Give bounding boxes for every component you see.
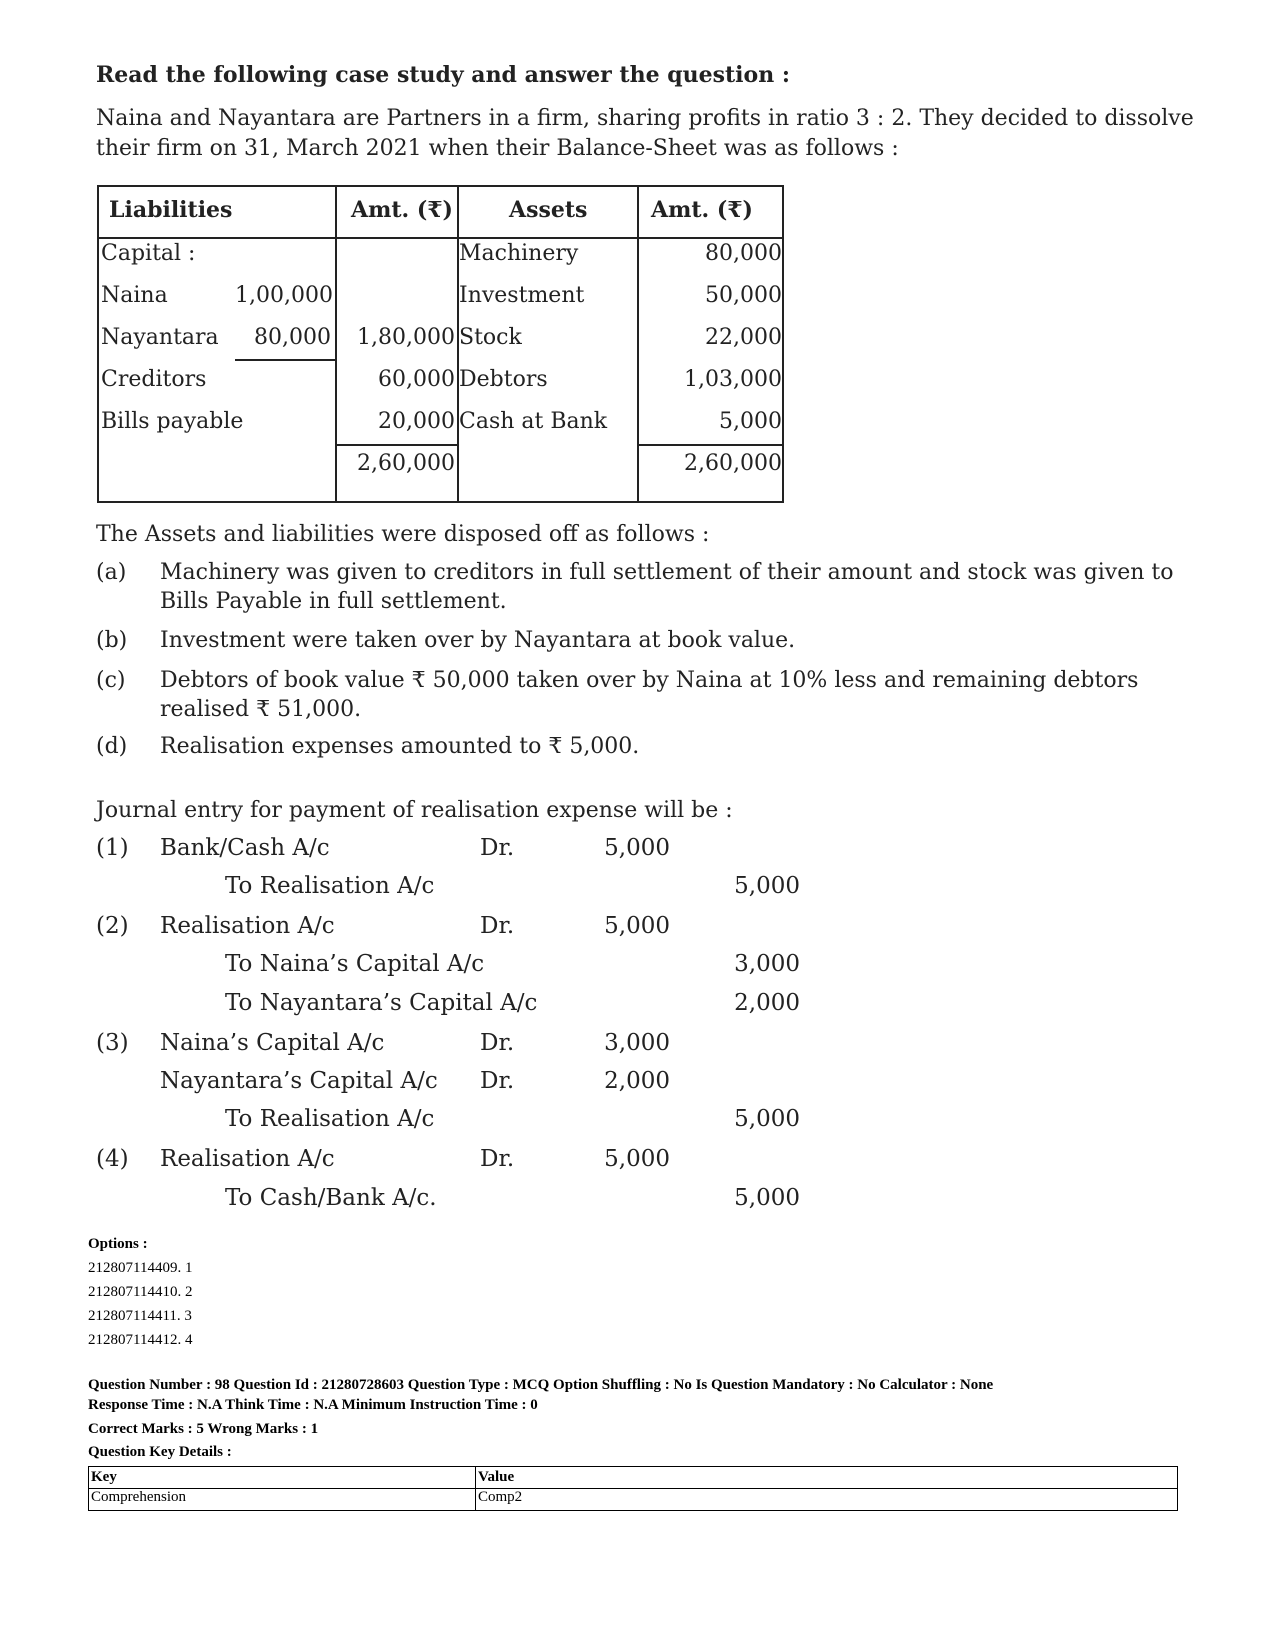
header-amount-left: Amt. (₹) xyxy=(351,197,453,223)
credit-amount: 5,000 xyxy=(734,873,800,899)
disposal-item-label: (b) xyxy=(96,628,128,653)
asset-amount: 50,000 xyxy=(705,283,782,308)
bills-payable-amount: 20,000 xyxy=(378,409,455,434)
debit-amount: 5,000 xyxy=(604,1146,670,1172)
intro-line-1: Naina and Nayantara are Partners in a firm, sharing profits in ratio 3 : 2. They decided to dissolve xyxy=(96,106,1194,131)
credit-account: To Realisation A/c xyxy=(225,873,435,899)
disposal-item-label: (d) xyxy=(96,734,128,759)
capital-label: Capital : xyxy=(101,241,196,266)
liabilities-total: 2,60,000 xyxy=(357,451,455,476)
credit-account: To Cash/Bank A/c. xyxy=(225,1185,437,1211)
credit-account: To Realisation A/c xyxy=(225,1106,435,1132)
creditors-amount: 60,000 xyxy=(378,367,455,392)
marks-line: Correct Marks : 5 Wrong Marks : 1 xyxy=(88,1421,319,1437)
disposal-intro: The Assets and liabilities were disposed off as follows : xyxy=(96,522,710,547)
dr-label: Dr. xyxy=(480,913,515,939)
key-column-header: Key xyxy=(89,1467,476,1489)
debit-account: Realisation A/c xyxy=(160,1146,335,1172)
asset-label: Investment xyxy=(459,283,585,308)
naina-amount: 1,00,000 xyxy=(235,283,333,308)
entry-number: (1) xyxy=(96,835,129,861)
credit-amount: 2,000 xyxy=(734,990,800,1016)
naina-label: Naina xyxy=(101,283,168,308)
nayantara-amount: 80,000 xyxy=(254,325,331,350)
dr-label: Dr. xyxy=(480,1068,515,1094)
asset-amount: 22,000 xyxy=(705,325,782,350)
value-cell: Comp2 xyxy=(476,1489,1178,1511)
asset-label: Cash at Bank xyxy=(459,409,608,434)
option-item[interactable]: 212807114409. 1 xyxy=(88,1260,193,1276)
disposal-item-line: Debtors of book value ₹ 50,000 taken over by Naina at 10% less and remaining debtors xyxy=(160,668,1139,693)
credit-amount: 5,000 xyxy=(734,1106,800,1132)
debit-amount: 2,000 xyxy=(604,1068,670,1094)
journal-question: Journal entry for payment of realisation expense will be : xyxy=(96,798,733,823)
credit-amount: 3,000 xyxy=(734,951,800,977)
capital-total: 1,80,000 xyxy=(357,325,455,350)
disposal-item-line: Realisation expenses amounted to ₹ 5,000. xyxy=(160,734,640,759)
options-label: Options : xyxy=(88,1236,148,1252)
question-key-table xyxy=(88,1466,1178,1511)
debit-account: Bank/Cash A/c xyxy=(160,835,330,861)
header-amount-right: Amt. (₹) xyxy=(651,197,753,223)
options-list xyxy=(88,1232,192,1352)
disposal-item-line: realised ₹ 51,000. xyxy=(160,697,362,722)
creditors-label: Creditors xyxy=(101,367,207,392)
case-heading: Read the following case study and answer the question : xyxy=(96,62,790,88)
dr-label: Dr. xyxy=(480,1146,515,1172)
asset-amount: 5,000 xyxy=(719,409,782,434)
disposal-item-line: Machinery was given to creditors in full settlement of their amount and stock was given to xyxy=(160,560,1174,585)
disposal-item-label: (c) xyxy=(96,668,126,693)
dr-label: Dr. xyxy=(480,1030,515,1056)
debit-account: Naina’s Capital A/c xyxy=(160,1030,385,1056)
assets-total: 2,60,000 xyxy=(684,451,782,476)
debit-amount: 3,000 xyxy=(604,1030,670,1056)
header-liabilities: Liabilities xyxy=(109,197,233,223)
value-column-header: Value xyxy=(476,1467,1178,1489)
entry-number: (3) xyxy=(96,1030,129,1056)
entry-number: (2) xyxy=(96,913,129,939)
key-details-label: Question Key Details : xyxy=(88,1444,232,1460)
credit-account: To Nayantara’s Capital A/c xyxy=(225,990,538,1016)
debit-account: Nayantara’s Capital A/c xyxy=(160,1068,438,1094)
option-item[interactable]: 212807114411. 3 xyxy=(88,1308,192,1324)
asset-label: Stock xyxy=(459,325,522,350)
header-assets: Assets xyxy=(509,197,588,223)
disposal-item-line: Investment were taken over by Nayantara at book value. xyxy=(160,628,796,653)
asset-label: Debtors xyxy=(459,367,548,392)
question-meta-line-1: Question Number : 98 Question Id : 21280728603 Question Type : MCQ Option Shuffling : No Is Question Mandatory : No Calculator : None xyxy=(88,1377,994,1393)
asset-label: Machinery xyxy=(459,241,579,266)
intro-paragraph xyxy=(96,104,1196,164)
intro-line-2: their firm on 31, March 2021 when their Balance-Sheet was as follows : xyxy=(96,136,899,161)
balance-sheet-table xyxy=(97,185,784,503)
asset-amount: 1,03,000 xyxy=(684,367,782,392)
debit-amount: 5,000 xyxy=(604,835,670,861)
option-item[interactable]: 212807114412. 4 xyxy=(88,1332,193,1348)
debit-amount: 5,000 xyxy=(604,913,670,939)
dr-label: Dr. xyxy=(480,835,515,861)
nayantara-label: Nayantara xyxy=(101,325,219,350)
debit-account: Realisation A/c xyxy=(160,913,335,939)
disposal-item-label: (a) xyxy=(96,560,127,585)
question-meta-line-2: Response Time : N.A Think Time : N.A Minimum Instruction Time : 0 xyxy=(88,1397,538,1413)
bills-payable-label: Bills payable xyxy=(101,409,244,434)
entry-number: (4) xyxy=(96,1146,129,1172)
table-row xyxy=(89,1489,1178,1511)
option-item[interactable]: 212807114410. 2 xyxy=(88,1284,193,1300)
disposal-item-line: Bills Payable in full settlement. xyxy=(160,589,507,614)
asset-amount: 80,000 xyxy=(705,241,782,266)
table-header-row xyxy=(89,1467,1178,1489)
key-cell: Comprehension xyxy=(89,1489,476,1511)
credit-account: To Naina’s Capital A/c xyxy=(225,951,485,977)
credit-amount: 5,000 xyxy=(734,1185,800,1211)
